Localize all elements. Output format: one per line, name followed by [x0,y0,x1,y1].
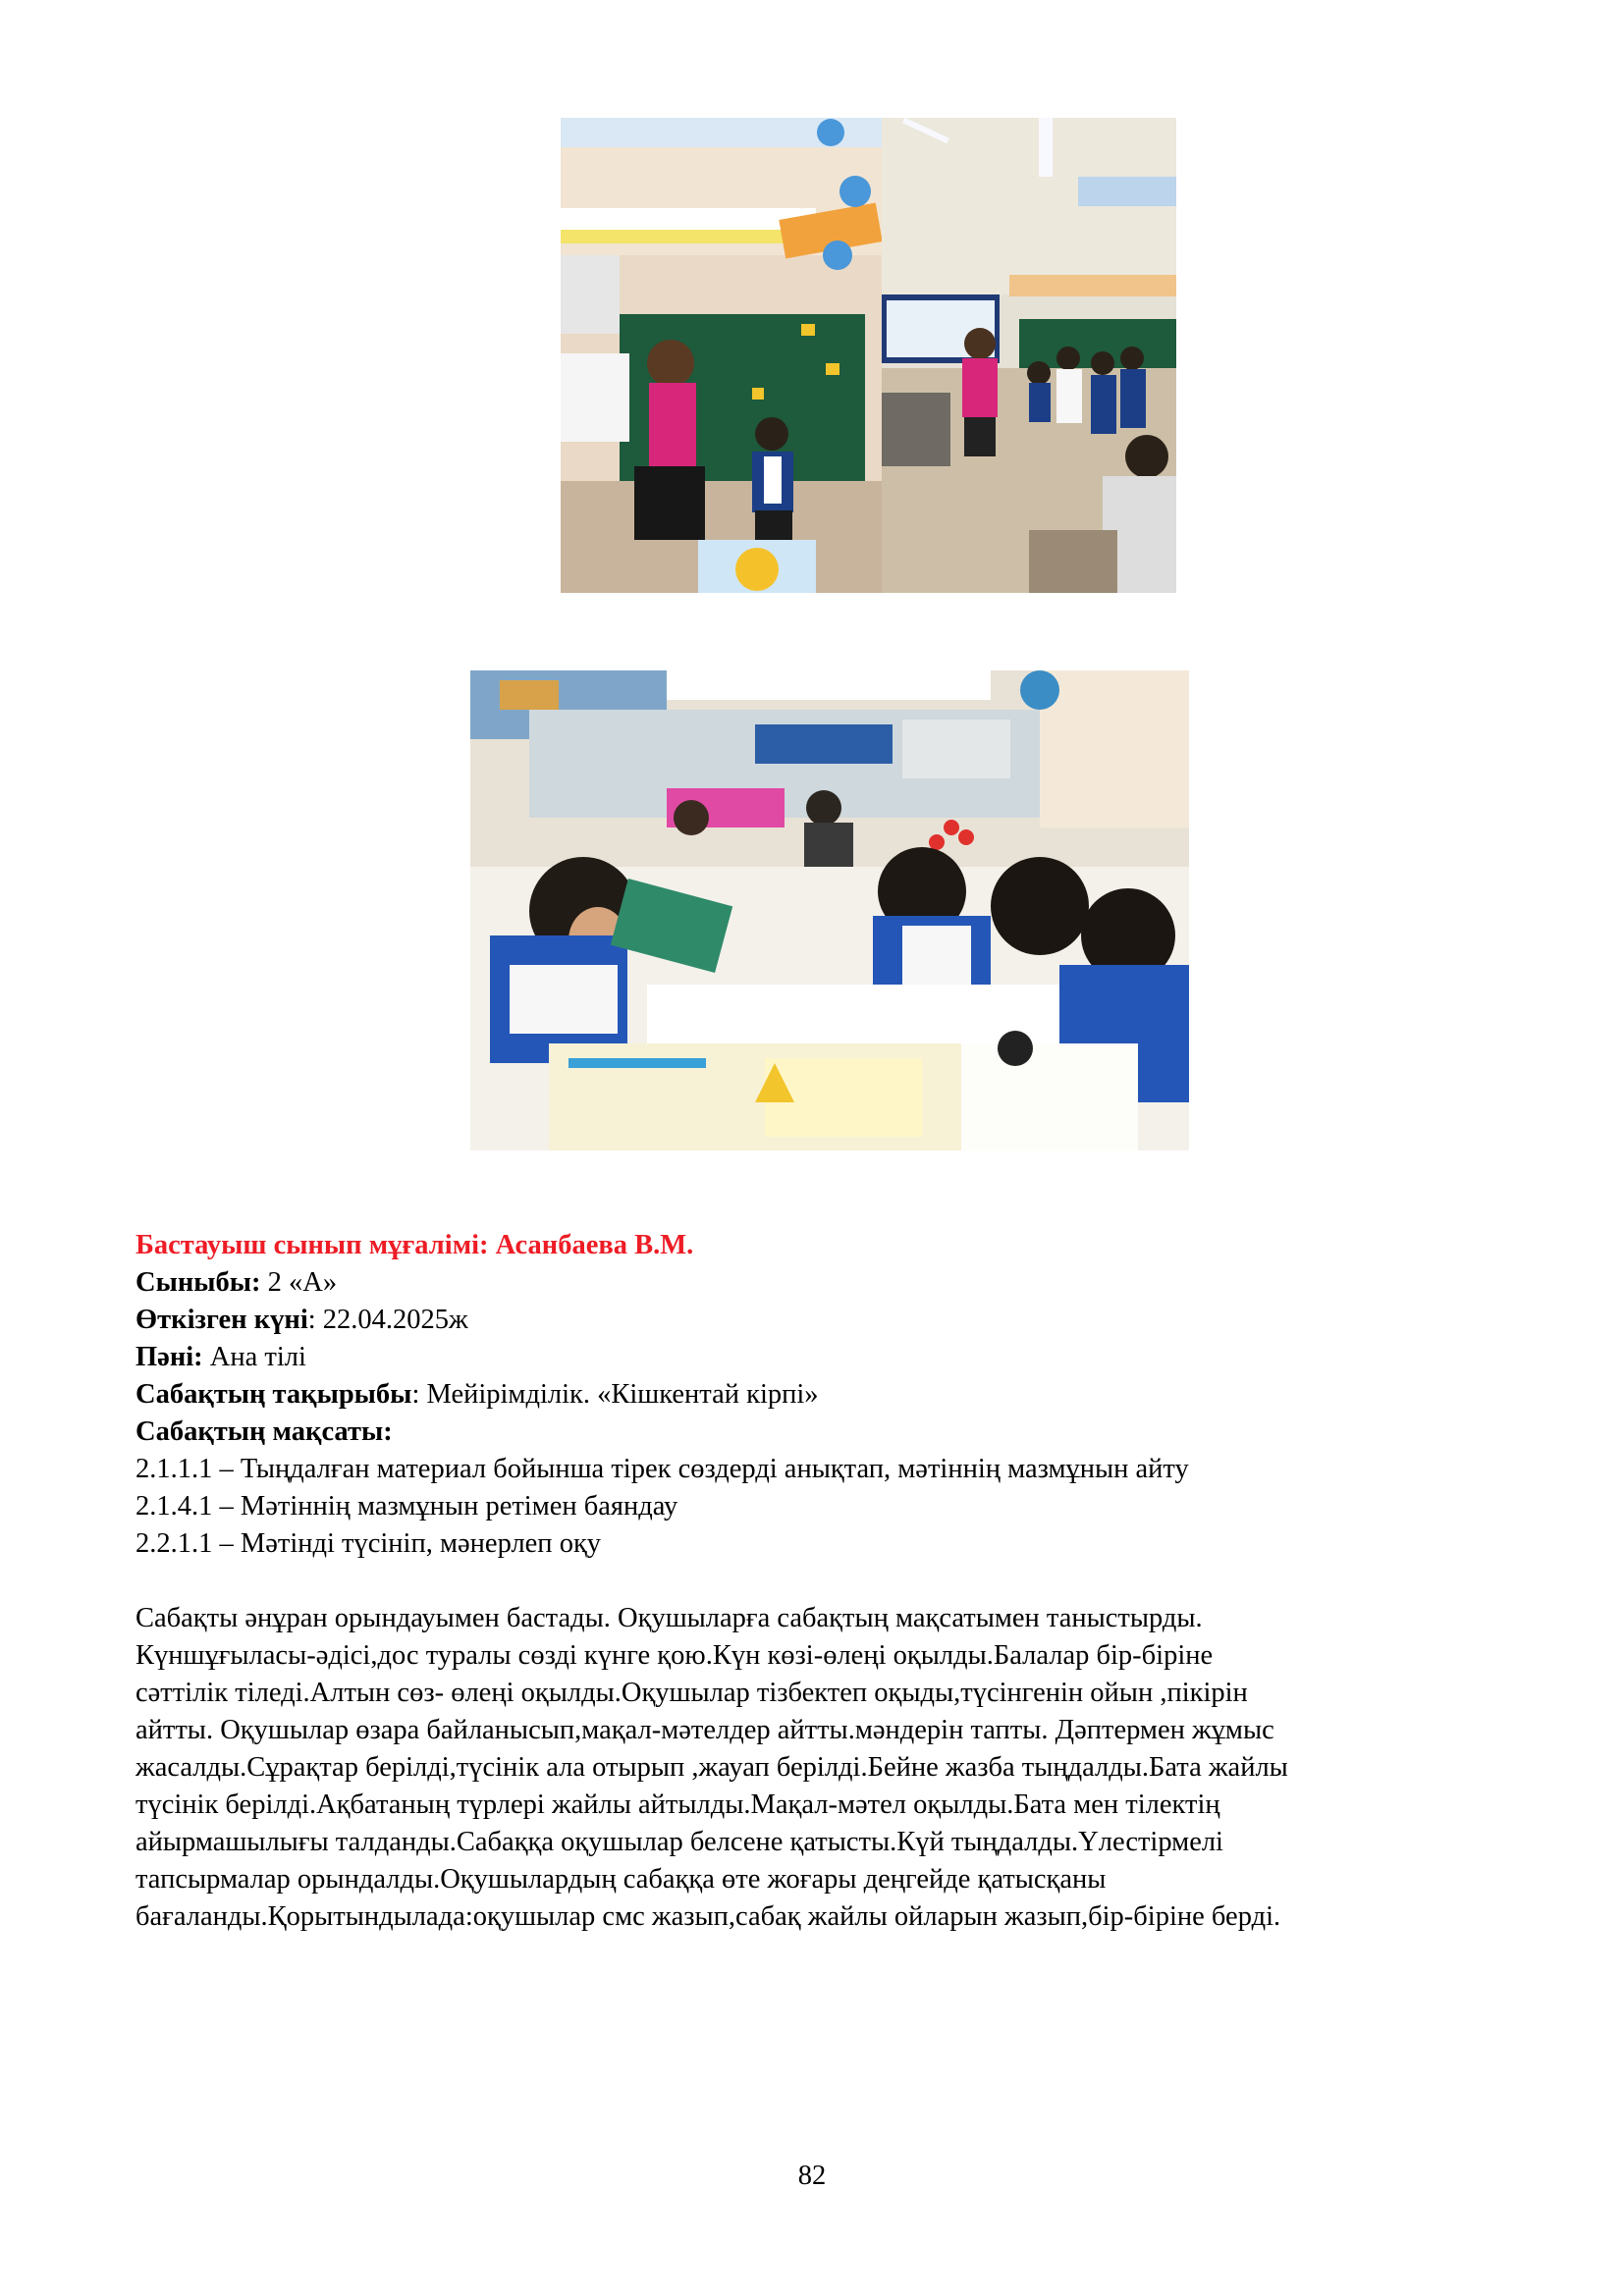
date-line [135,1302,1510,1339]
subject-line [135,1339,1510,1376]
body-line: Сабақты әнұран орындауымен бастады. Оқушыларға сабақтың мақсатымен таныстырды. [135,1603,1203,1633]
classroom-photo-group-work [470,670,1189,1150]
lesson-report [135,1227,1510,1936]
lesson-description [135,1600,1510,1936]
objective-item: 2.1.4.1 – Мәтіннің мазмұнын ретімен баяндау [135,1491,678,1522]
body-line: жасалды.Сұрақтар берілді,түсінік ала отырып ,жауап берілді.Бейне жазба тыңдалды.Бата жайлы [135,1752,1288,1783]
teacher-label: Бастауыш сынып мұғалімі: [135,1230,489,1260]
body-line: айырмашылығы талданды.Сабаққа оқушылар белсене қатысты.Күй тыңдалды.Үлестірмелі [135,1827,1223,1857]
body-line: Күншұғыласы-әдісі,дос туралы сөзді күнге қою.Күн көзі-өлеңі оқылды.Балалар бір-біріне [135,1640,1214,1671]
body-line: тапсырмалар орындалды.Оқушылардың сабаққа өте жоғары деңгейде қатысқаны [135,1864,1107,1895]
subject-label: Пәні: [135,1342,203,1372]
date-label: Өткізген күні [135,1305,308,1335]
teacher-name: Асанбаева В.М. [495,1230,694,1260]
date-value: : 22.04.2025ж [307,1305,468,1335]
classroom-photo-children-front [882,118,1176,593]
objective-item: 2.2.1.1 – Мәтінді түсініп, мәнерлеп оқу [135,1528,602,1559]
teacher-line [135,1227,1510,1264]
topic-line [135,1376,1510,1414]
body-line: сәттілік тіледі.Алтын сөз- өлеңі оқылды.Оқушылар тізбектеп оқыды,түсінгенін ойын ,пікірін [135,1678,1248,1708]
objective-item: 2.1.1.1 – Тыңдалған материал бойынша тірек сөздерді анықтап, мәтіннің мазмұнын айту [135,1454,1189,1484]
class-label: Сыныбы: [135,1267,261,1298]
body-line: түсінік берілді.Ақбатаның түрлері жайлы айтылды.Мақал-мәтел оқылды.Бата мен тілектің [135,1789,1220,1820]
goal-label: Сабақтың мақсаты: [135,1416,393,1447]
subject-value: Ана тілі [209,1342,306,1372]
body-line: бағаланды.Қорытындылада:оқушылар смс жазып,сабақ жайлы ойларын жазып,бір-біріне берді. [135,1901,1281,1932]
topic-label: Сабақтың тақырыбы [135,1379,412,1410]
classroom-photo-teacher-board [561,118,882,593]
class-line [135,1264,1510,1302]
page-number: 82 [797,2161,827,2191]
body-line: айтты. Оқушылар өзара байланысып,мақал-мәтелдер айтты.мәндерін тапты. Дәптермен жұмыс [135,1715,1274,1745]
topic-value: : Мейірімділік. «Кішкентай кірпі» [411,1379,819,1410]
class-value: 2 «А» [267,1267,338,1298]
